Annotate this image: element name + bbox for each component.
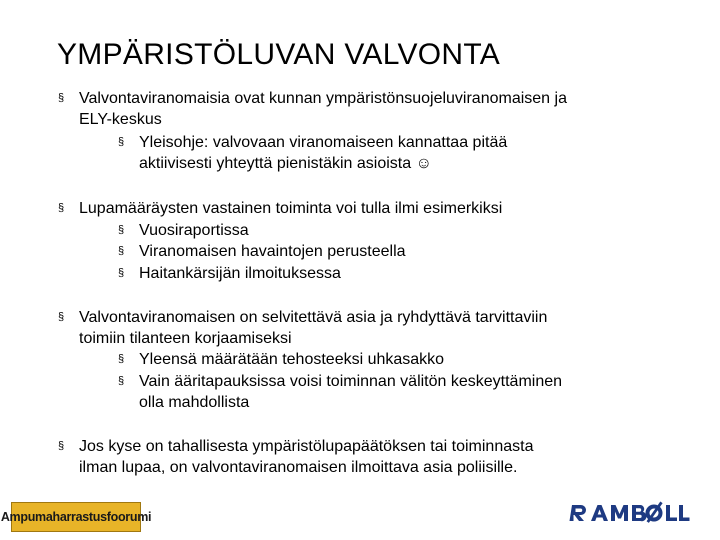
left-logo-text: Ampumaharrastusfoorumi xyxy=(0,510,152,524)
bullet-text: ELY-keskus xyxy=(79,111,162,128)
ramboll-logo-graphic xyxy=(560,494,690,528)
slide-title: YMPÄRISTÖLUVAN VALVONTA xyxy=(57,38,501,71)
bullet-marker: § xyxy=(58,440,65,452)
bullet-text: Jos kyse on tahallisesta ympäristölupapäätöksen tai toiminnasta xyxy=(79,438,534,455)
sub-bullet-text: Haitankärsijän ilmoituksessa xyxy=(139,265,341,282)
bullet-text: toimiin tilanteen korjaamiseksi xyxy=(79,330,292,347)
sub-bullet-marker: § xyxy=(118,353,125,365)
sub-bullet-marker: § xyxy=(118,136,125,148)
sub-bullet-text: aktiivisesti yhteyttä pienistäkin asioista ☺ xyxy=(139,155,432,172)
bullet-marker: § xyxy=(58,311,65,323)
sub-bullet-text: olla mahdollista xyxy=(139,394,250,411)
bullet-marker: § xyxy=(58,92,65,104)
sub-bullet-text: Vain ääritapauksissa voisi toiminnan välitön keskeyttäminen xyxy=(139,373,563,390)
bullet-text: Valvontaviranomaisia ovat kunnan ympäristönsuojeluviranomaisen ja xyxy=(79,90,567,107)
bullet-text: Valvontaviranomaisen on selvitettävä asia ja ryhdyttävä tarvittaviin xyxy=(79,309,548,326)
sub-bullet-marker: § xyxy=(118,267,125,279)
sub-bullet-text: Yleisohje: valvovaan viranomaiseen kannattaa pitää xyxy=(139,134,508,151)
sub-bullet-text: Viranomaisen havaintojen perusteella xyxy=(139,243,406,260)
bullet-text: Lupamääräysten vastainen toiminta voi tulla ilmi esimerkiksi xyxy=(79,200,503,217)
ramboll-logo xyxy=(560,494,690,528)
sub-bullet-marker: § xyxy=(118,375,125,387)
ampumaharrastusfoorumi-logo xyxy=(0,502,152,532)
bullet-marker: § xyxy=(58,202,65,214)
sub-bullet-text: Vuosiraportissa xyxy=(139,222,249,239)
sub-bullet-marker: § xyxy=(118,245,125,257)
bullet-text: ilman lupaa, on valvontaviranomaisen ilmoittava asia poliisille. xyxy=(79,459,518,476)
sub-bullet-text: Yleensä määrätään tehosteeksi uhkasakko xyxy=(139,351,445,368)
sub-bullet-marker: § xyxy=(118,224,125,236)
